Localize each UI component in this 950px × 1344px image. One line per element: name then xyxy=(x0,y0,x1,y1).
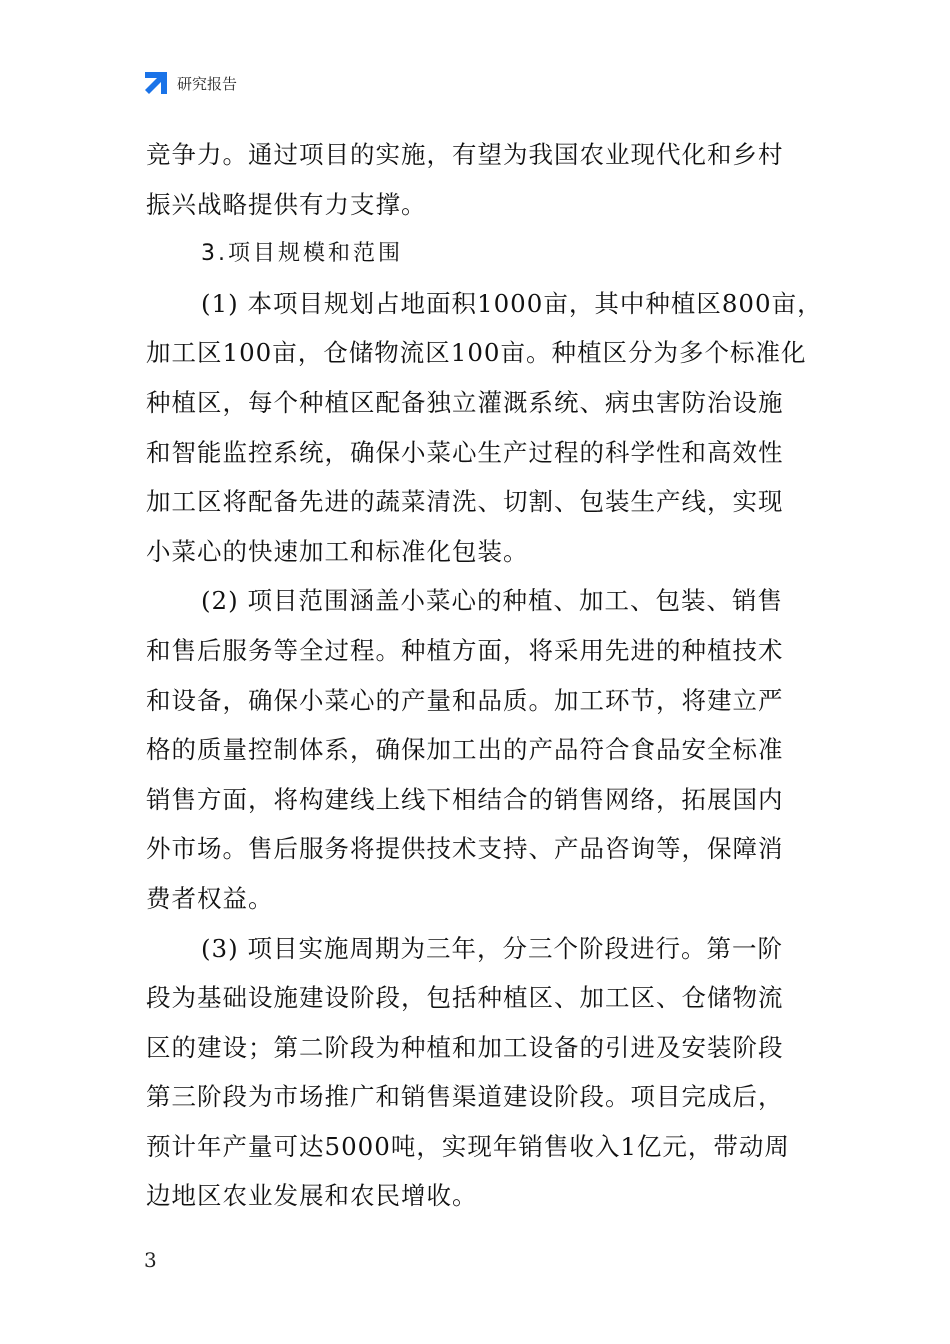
text-line: 第三阶段为市场推广和销售渠道建设阶段。项目完成后， xyxy=(146,1082,784,1112)
text-line: 竞争力。通过项目的实施，有望为我国农业现代化和乡村 xyxy=(146,140,784,169)
report-label: 研究报告 xyxy=(177,74,238,93)
text-line: 外市场。售后服务将提供技术支持、产品咨询等，保障消 xyxy=(146,834,784,864)
text-line: 和设备，确保小菜心的产量和品质。加工环节，将建立严 xyxy=(146,685,784,715)
text-line: 振兴战略提供有力支撑。 xyxy=(146,189,427,219)
arrow-up-right-icon xyxy=(143,70,169,96)
text-line: 小菜心的快速加工和标准化包装。 xyxy=(146,536,529,566)
page-number: 3 xyxy=(144,1248,157,1272)
text-line: 预计年产量可达5000吨，实现年销售收入1亿元，带动周 xyxy=(146,1131,790,1161)
text-line: 费者权益。 xyxy=(146,883,274,913)
paragraph-start-2: (2) 项目范围涵盖小菜心的种植、加工、包装、销售 xyxy=(201,586,783,616)
text-line: 段为基础设施建设阶段，包括种植区、加工区、仓储物流 xyxy=(146,983,784,1013)
text-line: 加工区将配备先进的蔬菜清洗、切割、包装生产线，实现 xyxy=(146,487,784,517)
text-line: 和售后服务等全过程。种植方面，将采用先进的种植技术 xyxy=(146,635,784,665)
text-line: 格的质量控制体系，确保加工出的产品符合食品安全标准 xyxy=(146,735,784,765)
document-header xyxy=(143,68,237,98)
text-line: 区的建设；第二阶段为种植和加工设备的引进及安装阶段 xyxy=(146,1032,784,1062)
text-line: 和智能监控系统，确保小菜心生产过程的科学性和高效性 xyxy=(146,437,784,467)
paragraph-start-3: (3) 项目实施周期为三年，分三个阶段进行。第一阶 xyxy=(201,933,783,963)
text-line: 加工区100亩，仓储物流区100亩。种植区分为多个标准化 xyxy=(146,338,807,368)
text-line: 销售方面，将构建线上线下相结合的销售网络，拓展国内 xyxy=(146,784,784,814)
section-heading: 3.项目规模和范围 xyxy=(201,241,403,267)
text-line: 种植区，每个种植区配备独立灌溉系统、病虫害防治设施 xyxy=(146,387,784,417)
text-line: 边地区农业发展和农民增收。 xyxy=(146,1181,478,1211)
paragraph-start-1: (1) 本项目规划占地面积1000亩，其中种植区800亩， xyxy=(201,288,823,318)
document-body xyxy=(146,130,823,1221)
